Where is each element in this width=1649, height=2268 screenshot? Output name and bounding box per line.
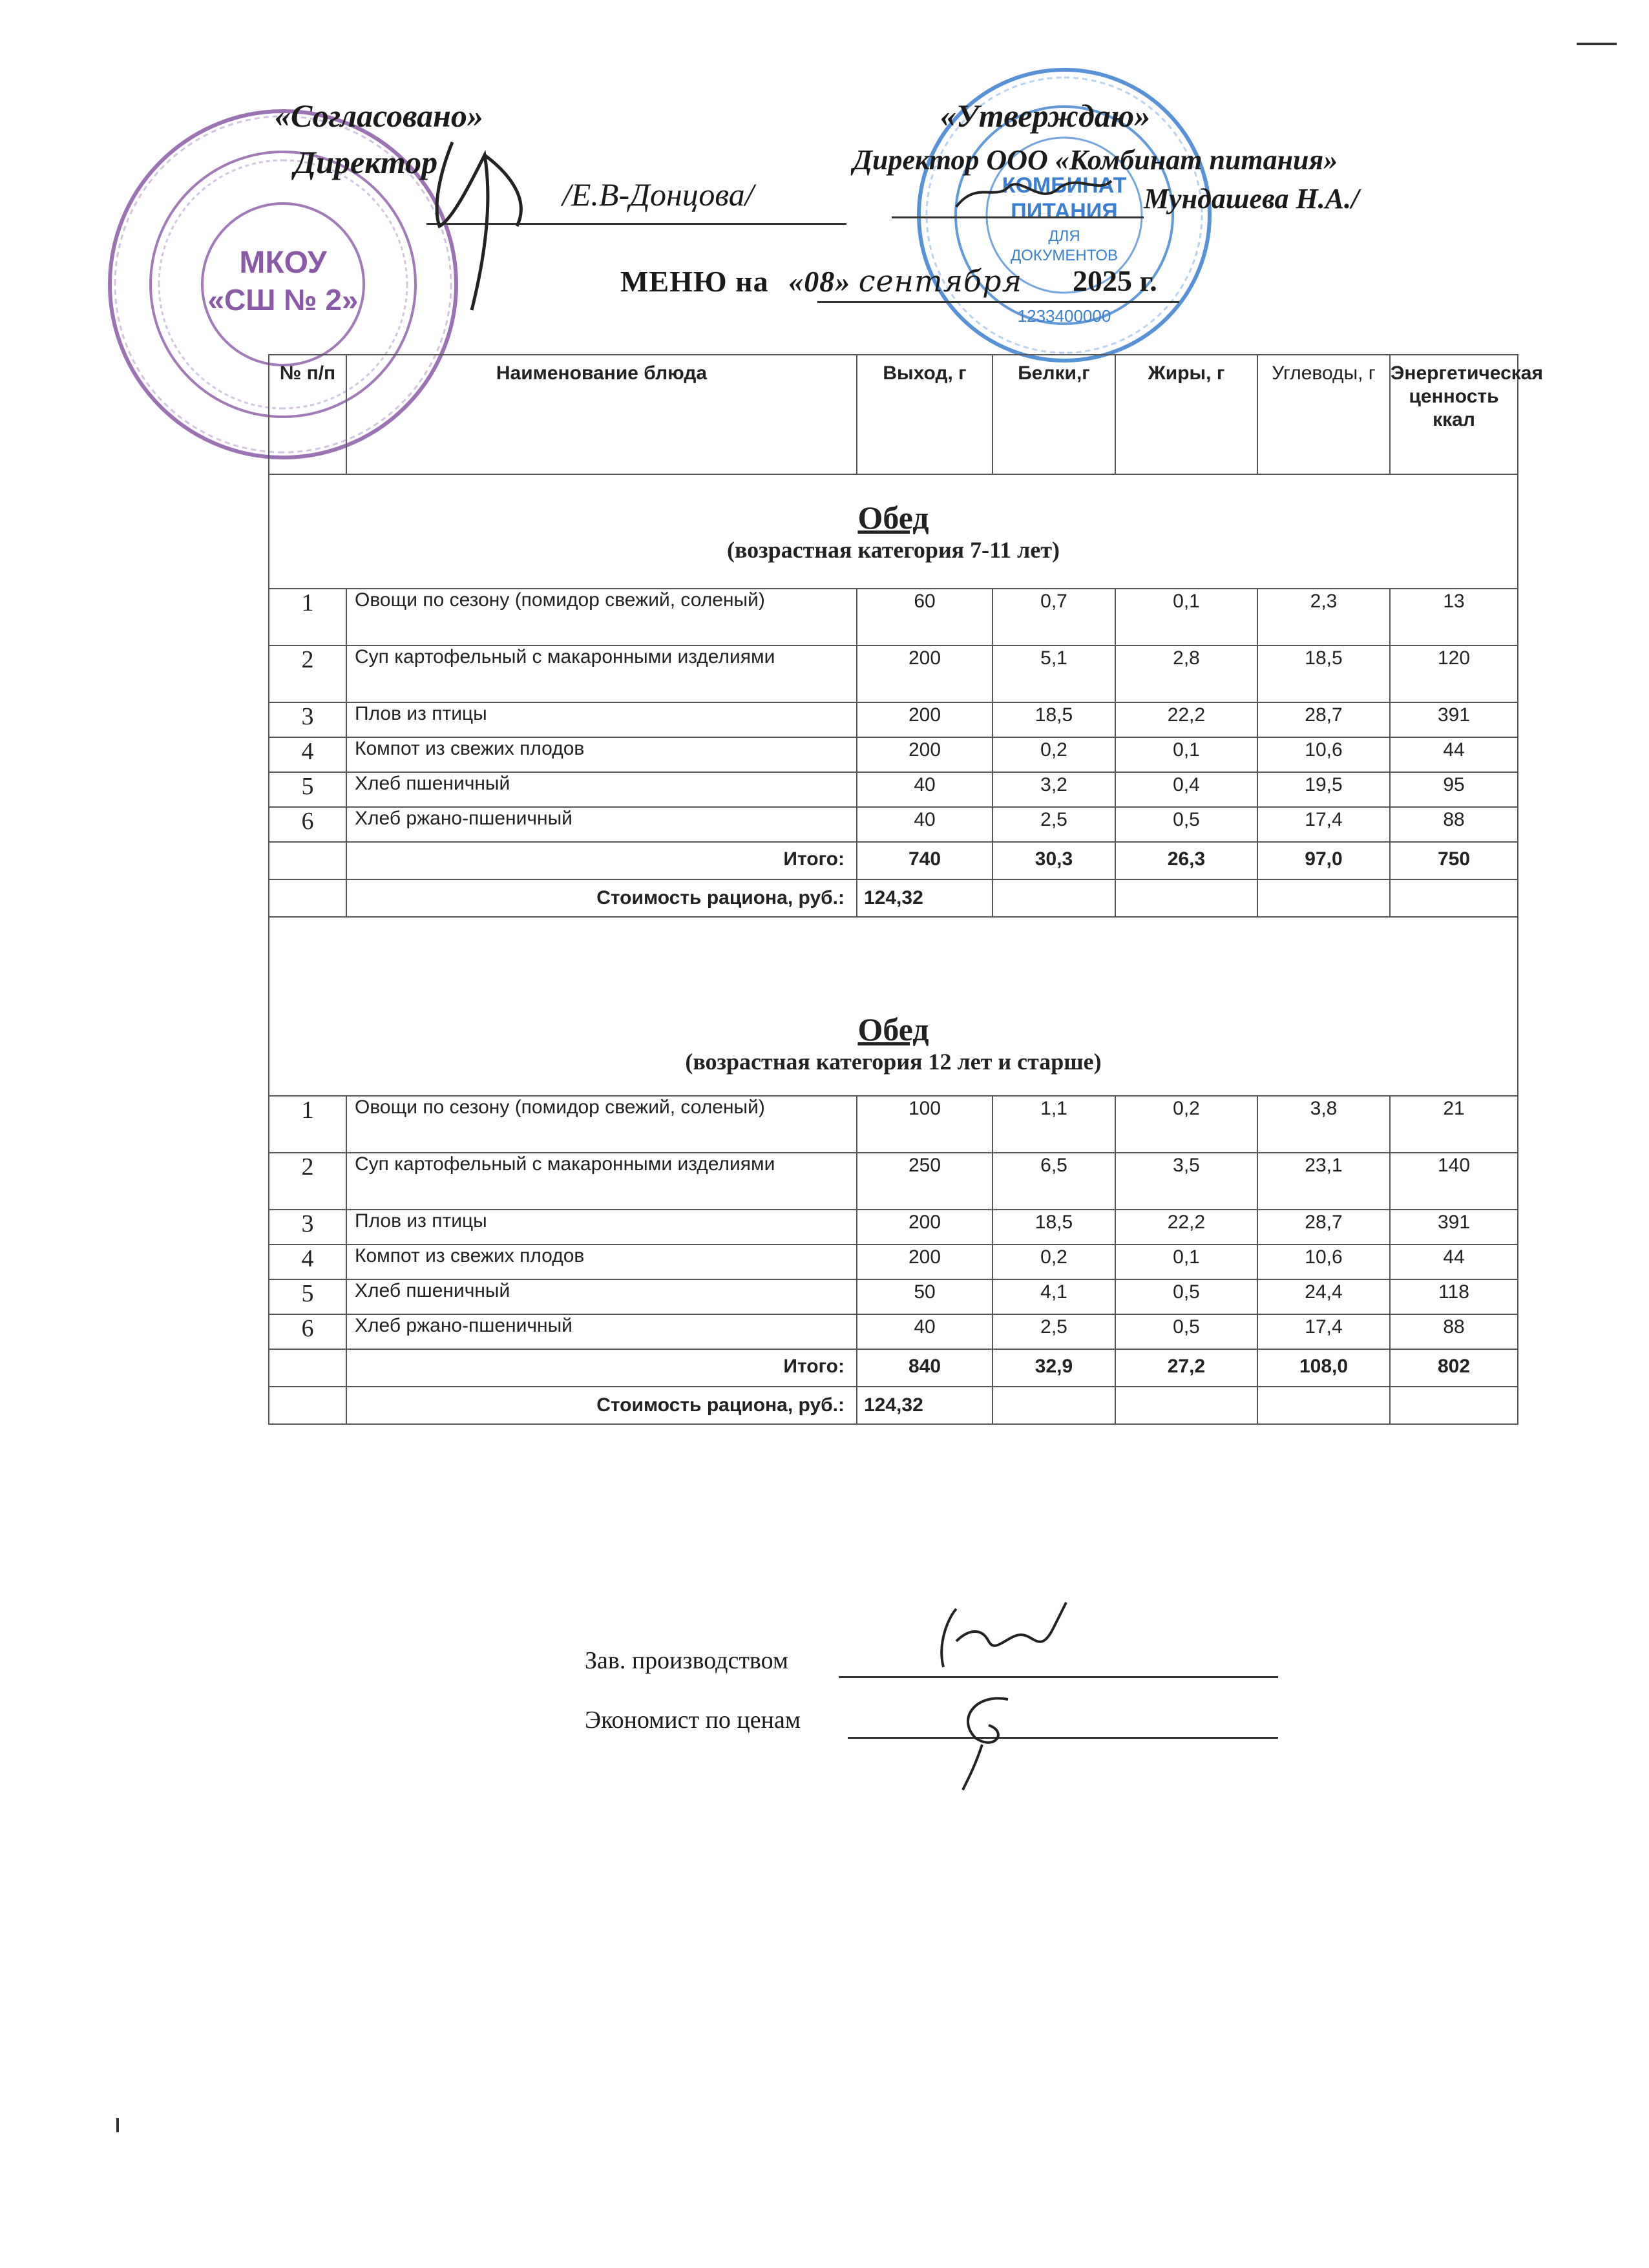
cell-energy: 13 [1390, 589, 1518, 646]
cost-empty-cell [1390, 1387, 1518, 1424]
table-row [269, 737, 1518, 772]
row-number: 1 [269, 589, 346, 646]
cost-label: Стоимость рациона, руб.: [346, 879, 857, 917]
row-number: 3 [269, 702, 346, 737]
cell-fat: 22,2 [1115, 1210, 1257, 1244]
row-number: 3 [269, 1210, 346, 1244]
table-row [269, 702, 1518, 737]
row-number: 1 [269, 1096, 346, 1153]
total-protein: 30,3 [993, 842, 1115, 879]
director-signature [414, 116, 582, 330]
cell-fat: 0,1 [1115, 737, 1257, 772]
cell-carbs: 28,7 [1257, 1210, 1390, 1244]
cell-weight: 40 [857, 772, 993, 807]
total-empty-cell [269, 842, 346, 879]
stamp-right-text1: КОМБИНАТ [1002, 173, 1127, 198]
total-energy: 750 [1390, 842, 1518, 879]
cell-protein: 2,5 [993, 807, 1115, 842]
cost-empty-cell [1115, 1387, 1257, 1424]
row-number: 6 [269, 1314, 346, 1349]
cost-value: 124,32 [857, 1387, 993, 1424]
section-title: Обед [857, 499, 929, 536]
cell-fat: 0,5 [1115, 1279, 1257, 1314]
table-row [269, 1244, 1518, 1279]
economist-signature [937, 1680, 1040, 1796]
cell-protein: 18,5 [993, 1210, 1115, 1244]
cell-protein: 0,2 [993, 1244, 1115, 1279]
cell-carbs: 19,5 [1257, 772, 1390, 807]
cell-carbs: 17,4 [1257, 1314, 1390, 1349]
cell-energy: 118 [1390, 1279, 1518, 1314]
cell-fat: 0,1 [1115, 1244, 1257, 1279]
total-label: Итого: [346, 842, 857, 879]
economist-signature-line [848, 1737, 1278, 1739]
cell-weight: 200 [857, 737, 993, 772]
stamp-right-text4: ДОКУМЕНТОВ [1010, 247, 1119, 264]
table-row [269, 1210, 1518, 1244]
total-row [269, 1349, 1518, 1387]
cost-row [269, 879, 1518, 917]
cell-protein: 1,1 [993, 1096, 1115, 1153]
dish-name: Хлеб пшеничный [346, 772, 857, 807]
section-subtitle: (возрастная категория 7-11 лет) [726, 536, 1060, 563]
section-title: Обед [857, 1011, 929, 1047]
row-number: 4 [269, 737, 346, 772]
stamp-left-text2: «СШ № 2» [207, 283, 359, 317]
cell-weight: 40 [857, 1314, 993, 1349]
cell-energy: 140 [1390, 1153, 1518, 1210]
cost-label: Стоимость рациона, руб.: [346, 1387, 857, 1424]
total-fat: 27,2 [1115, 1349, 1257, 1387]
table-row [269, 1314, 1518, 1349]
cell-weight: 50 [857, 1279, 993, 1314]
cell-energy: 120 [1390, 646, 1518, 702]
menu-table [268, 354, 1543, 1425]
table-row [269, 1153, 1518, 1210]
total-label: Итого: [346, 1349, 857, 1387]
stamp-left-text1: МКОУ [239, 246, 327, 280]
cell-carbs: 18,5 [1257, 646, 1390, 702]
cell-weight: 250 [857, 1153, 993, 1210]
cell-carbs: 10,6 [1257, 737, 1390, 772]
cell-fat: 0,5 [1115, 1314, 1257, 1349]
cell-carbs: 23,1 [1257, 1153, 1390, 1210]
corner-mark [1577, 43, 1617, 45]
header-protein: Белки,г [993, 355, 1115, 474]
cell-protein: 0,7 [993, 589, 1115, 646]
cost-empty-cell [1257, 879, 1390, 917]
dish-name: Компот из свежих плодов [346, 1244, 857, 1279]
row-number: 4 [269, 1244, 346, 1279]
menu-date-day: «08» [788, 265, 851, 298]
cost-empty-cell [1115, 879, 1257, 917]
agreed-label: «Согласовано» [275, 98, 483, 134]
row-number: 6 [269, 807, 346, 842]
menu-date-month: сентября [858, 264, 1023, 299]
section-header [269, 917, 1518, 1096]
cell-weight: 60 [857, 589, 993, 646]
header-weight: Выход, г [857, 355, 993, 474]
cell-weight: 200 [857, 1244, 993, 1279]
cell-carbs: 24,4 [1257, 1279, 1390, 1314]
total-weight: 840 [857, 1349, 993, 1387]
cell-fat: 0,1 [1115, 589, 1257, 646]
total-carbs: 97,0 [1257, 842, 1390, 879]
header-num: № п/п [269, 355, 346, 474]
row-number: 2 [269, 1153, 346, 1210]
cost-empty-cell [269, 879, 346, 917]
dish-name: Хлеб ржано-пшеничный [346, 1314, 857, 1349]
cost-row [269, 1387, 1518, 1424]
row-number: 5 [269, 1279, 346, 1314]
cell-protein: 5,1 [993, 646, 1115, 702]
cell-protein: 6,5 [993, 1153, 1115, 1210]
dish-name: Плов из птицы [346, 702, 857, 737]
section-header-row [269, 474, 1518, 589]
table-row [269, 589, 1518, 646]
cell-energy: 391 [1390, 1210, 1518, 1244]
cell-protein: 18,5 [993, 702, 1115, 737]
total-empty-cell [269, 1349, 346, 1387]
section-subtitle: (возрастная категория 12 лет и старше) [685, 1049, 1102, 1075]
cell-energy: 95 [1390, 772, 1518, 807]
header-carbs: Углеводы, г [1257, 355, 1390, 474]
menu-year: 2025 г. [1073, 264, 1157, 297]
stamp-right-text3: ДЛЯ [1048, 227, 1080, 245]
margin-mark [116, 2118, 119, 2132]
cell-fat: 0,2 [1115, 1096, 1257, 1153]
cell-carbs: 3,8 [1257, 1096, 1390, 1153]
cell-protein: 4,1 [993, 1279, 1115, 1314]
header-name: Наименование блюда [346, 355, 857, 474]
total-energy: 802 [1390, 1349, 1518, 1387]
row-number: 5 [269, 772, 346, 807]
cost-empty-cell [993, 879, 1115, 917]
cell-carbs: 10,6 [1257, 1244, 1390, 1279]
section-header-row [269, 917, 1518, 1096]
cell-protein: 2,5 [993, 1314, 1115, 1349]
cell-fat: 0,4 [1115, 772, 1257, 807]
row-number: 2 [269, 646, 346, 702]
total-row [269, 842, 1518, 879]
header-fat: Жиры, г [1115, 355, 1257, 474]
cell-protein: 0,2 [993, 737, 1115, 772]
cost-empty-cell [993, 1387, 1115, 1424]
cell-energy: 88 [1390, 807, 1518, 842]
cell-weight: 200 [857, 1210, 993, 1244]
cell-carbs: 28,7 [1257, 702, 1390, 737]
agreed-name: /Е.В-Донцова/ [562, 176, 754, 213]
menu-title-prefix: МЕНЮ на [620, 265, 769, 298]
dish-name: Суп картофельный с макаронными изделиями [346, 646, 857, 702]
company-director-signature [950, 162, 1118, 220]
cell-energy: 21 [1390, 1096, 1518, 1153]
stamp-right-text2: ПИТАНИЯ [1011, 199, 1118, 224]
cost-empty-cell [1390, 879, 1518, 917]
dish-name: Хлеб ржано-пшеничный [346, 807, 857, 842]
approved-label: «Утверждаю» [940, 98, 1151, 134]
table-header-row [269, 355, 1518, 474]
cell-fat: 0,5 [1115, 807, 1257, 842]
cell-energy: 44 [1390, 737, 1518, 772]
cell-fat: 3,5 [1115, 1153, 1257, 1210]
menu-title [620, 264, 1022, 299]
table-row [269, 646, 1518, 702]
cell-fat: 2,8 [1115, 646, 1257, 702]
economist-label: Экономист по ценам [585, 1706, 801, 1734]
menu-date-line [817, 301, 1179, 303]
cost-empty-cell [1257, 1387, 1390, 1424]
dish-name: Овощи по сезону (помидор свежий, соленый) [346, 1096, 857, 1153]
cell-protein: 3,2 [993, 772, 1115, 807]
cell-carbs: 17,4 [1257, 807, 1390, 842]
dish-name: Суп картофельный с макаронными изделиями [346, 1153, 857, 1210]
cell-weight: 200 [857, 646, 993, 702]
stamp-right-number: 1233400000 [1017, 306, 1111, 326]
total-carbs: 108,0 [1257, 1349, 1390, 1387]
cell-fat: 22,2 [1115, 702, 1257, 737]
table-row [269, 1279, 1518, 1314]
cell-energy: 88 [1390, 1314, 1518, 1349]
table-row [269, 1096, 1518, 1153]
cell-carbs: 2,3 [1257, 589, 1390, 646]
cell-energy: 391 [1390, 702, 1518, 737]
approved-name: Мундашева Н.А./ [1144, 183, 1360, 215]
dish-name: Плов из птицы [346, 1210, 857, 1244]
cost-empty-cell [269, 1387, 346, 1424]
production-label: Зав. производством [585, 1647, 788, 1674]
dish-name: Хлеб пшеничный [346, 1279, 857, 1314]
section-header [269, 474, 1518, 589]
total-weight: 740 [857, 842, 993, 879]
table-row [269, 772, 1518, 807]
cell-weight: 200 [857, 702, 993, 737]
cost-value: 124,32 [857, 879, 993, 917]
cell-energy: 44 [1390, 1244, 1518, 1279]
approved-role: Директор ООО «Комбинат питания» [853, 144, 1338, 176]
total-fat: 26,3 [1115, 842, 1257, 879]
dish-name: Компот из свежих плодов [346, 737, 857, 772]
total-protein: 32,9 [993, 1349, 1115, 1387]
dish-name: Овощи по сезону (помидор свежий, соленый) [346, 589, 857, 646]
header-energy: Энергетическая ценность ккал [1390, 355, 1518, 474]
production-signature [924, 1590, 1079, 1686]
cell-weight: 40 [857, 807, 993, 842]
agreed-role: Директор [294, 144, 438, 180]
table-row [269, 807, 1518, 842]
cell-weight: 100 [857, 1096, 993, 1153]
